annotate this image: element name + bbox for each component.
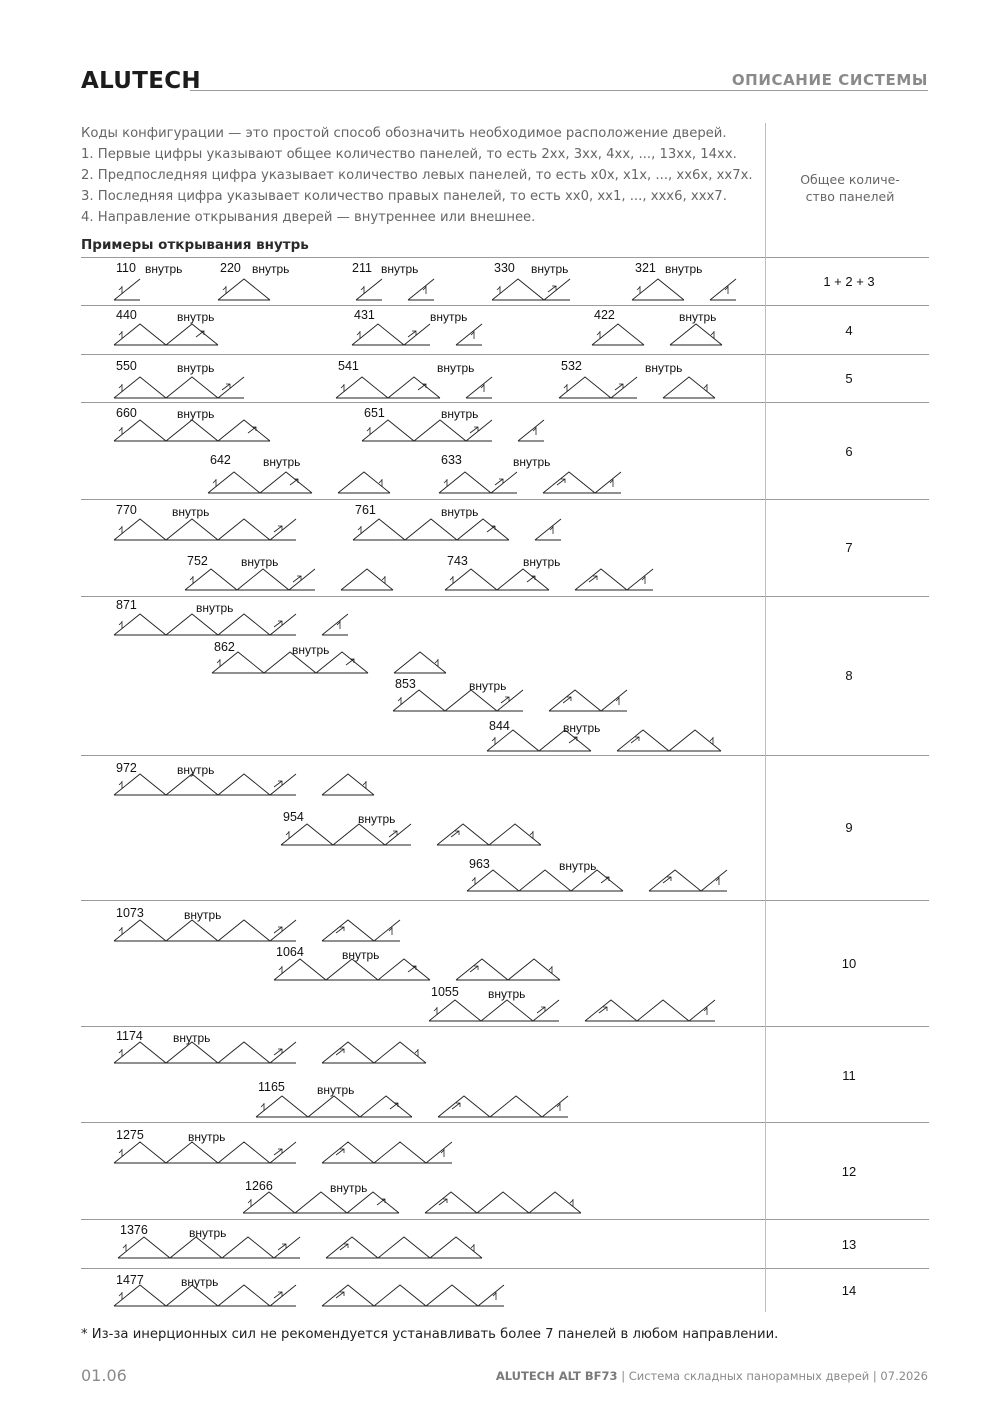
- intro-line: 2. Предпоследняя цифра указывает количество левых панелей, то есть х0х, х1х, ..., хх6х, хх7х.: [81, 168, 753, 183]
- diagram-752: [185, 569, 393, 590]
- config-code: 1266: [245, 1179, 273, 1193]
- config-code: 1376: [120, 1223, 148, 1237]
- column-header-line: Общее количе-: [800, 172, 900, 187]
- row-separator: [81, 596, 929, 597]
- diagram-660: [114, 420, 270, 441]
- config-code: 220: [220, 261, 241, 275]
- direction-label: внутрь: [381, 262, 419, 276]
- direction-label: внутрь: [188, 1130, 226, 1144]
- page-number: 01.06: [81, 1366, 127, 1385]
- config-code: 110: [116, 261, 136, 275]
- config-code: 1174: [116, 1029, 143, 1043]
- diagram-532: [559, 377, 715, 398]
- header-rule: [190, 90, 928, 91]
- panel-count: 9: [845, 820, 853, 835]
- intro-line: Коды конфигурации — это простой способ обозначить необходимое расположение дверей.: [81, 126, 727, 141]
- intro-line: 3. Последняя цифра указывает количество правых панелей, то есть хх0, хх1, ..., ххх6, ххх7.: [81, 189, 727, 204]
- diagram-954: [281, 824, 541, 845]
- direction-label: внутрь: [177, 407, 215, 421]
- section-title: ОПИСАНИЕ СИСТЕМЫ: [731, 71, 928, 89]
- direction-label: внутрь: [679, 310, 717, 324]
- diagram-642: [208, 472, 390, 493]
- diagram-1073: [114, 920, 400, 941]
- direction-label: внутрь: [469, 679, 507, 693]
- direction-label: внутрь: [358, 812, 396, 826]
- direction-label: внутрь: [488, 987, 526, 1001]
- config-code: 761: [355, 503, 376, 517]
- config-code: 963: [469, 857, 490, 871]
- config-code: 871: [116, 598, 137, 612]
- direction-label: внутрь: [441, 505, 479, 519]
- diagram-440: [114, 324, 218, 345]
- diagram-431: [352, 324, 482, 345]
- direction-label: внутрь: [342, 948, 380, 962]
- config-code: 1055: [431, 985, 459, 999]
- direction-label: внутрь: [665, 262, 703, 276]
- diagram-541: [336, 377, 492, 398]
- row-separator: [81, 1122, 929, 1123]
- diagram-1064: [274, 959, 560, 980]
- direction-label: внутрь: [437, 361, 475, 375]
- config-code: 1165: [258, 1080, 285, 1094]
- config-code: 422: [594, 308, 615, 322]
- examples-heading: Примеры открывания внутрь: [81, 237, 309, 253]
- intro-line: 4. Направление открывания дверей — внутреннее или внешнее.: [81, 210, 536, 225]
- row-separator: [81, 257, 929, 258]
- diagram-1477: [114, 1285, 504, 1306]
- panel-count: 8: [845, 668, 853, 683]
- config-code: 1064: [276, 945, 304, 959]
- column-header-line: ство панелей: [805, 189, 895, 204]
- direction-label: внутрь: [563, 721, 601, 735]
- direction-label: внутрь: [196, 601, 234, 615]
- diagram-550: [114, 377, 244, 398]
- direction-label: внутрь: [330, 1181, 368, 1195]
- diagram-321: [632, 279, 736, 300]
- footer-info: [496, 1369, 928, 1383]
- direction-label: внутрь: [177, 763, 215, 777]
- diagram-853: [393, 690, 627, 711]
- panel-count: 1 + 2 + 3: [823, 274, 875, 289]
- config-code: 954: [283, 810, 304, 824]
- diagram-1165: [256, 1096, 568, 1117]
- intro-text: [81, 123, 761, 228]
- footer-description: | Система складных панорамных дверей | 07.2026: [617, 1369, 928, 1383]
- row-separator: [81, 499, 929, 500]
- panel-count: 14: [841, 1283, 857, 1298]
- config-code: 862: [214, 640, 235, 654]
- direction-label: внутрь: [181, 1275, 219, 1289]
- panel-count: 12: [841, 1164, 857, 1179]
- direction-label: внутрь: [531, 262, 569, 276]
- diagram-633: [439, 472, 621, 493]
- footer-product: ALUTECH ALT BF73: [495, 1369, 618, 1383]
- direction-label: внутрь: [177, 361, 215, 375]
- intro-line: 1. Первые цифры указывают общее количество панелей, то есть 2хх, 3хх, 4хх, ..., 13хх, 14хх.: [81, 147, 737, 162]
- diagram-1275: [114, 1142, 452, 1163]
- diagram-844: [487, 730, 721, 751]
- direction-label: внутрь: [317, 1083, 355, 1097]
- diagram-211: [356, 279, 434, 300]
- direction-label: внутрь: [292, 643, 330, 657]
- panel-count: 4: [845, 323, 853, 338]
- diagram-743: [445, 569, 653, 590]
- config-code: 642: [210, 453, 231, 467]
- config-code: 752: [187, 554, 208, 568]
- config-code: 972: [116, 761, 137, 775]
- direction-label: внутрь: [173, 1031, 211, 1045]
- diagram-1055: [429, 1000, 715, 1021]
- direction-label: внутрь: [145, 262, 183, 276]
- config-code: 1073: [116, 906, 144, 920]
- config-code: 770: [116, 503, 137, 517]
- column-divider-bottom: [765, 123, 766, 1312]
- config-code: 660: [116, 406, 137, 420]
- diagram-330: [492, 279, 570, 300]
- config-code: 651: [364, 406, 385, 420]
- config-code: 743: [447, 554, 468, 568]
- config-code: 853: [395, 677, 416, 691]
- diagram-1266: [243, 1192, 581, 1213]
- direction-label: внутрь: [559, 859, 597, 873]
- diagram-972: [114, 774, 374, 795]
- panel-count: 5: [845, 371, 853, 386]
- row-separator: [81, 402, 929, 403]
- column-header: [790, 171, 910, 205]
- config-code: 330: [494, 261, 515, 275]
- direction-label: внутрь: [184, 908, 222, 922]
- config-code: 633: [441, 453, 462, 467]
- config-code: 844: [489, 719, 510, 733]
- row-separator: [81, 1268, 929, 1269]
- row-separator: [81, 354, 929, 355]
- config-code: 211: [352, 261, 372, 275]
- direction-label: внутрь: [177, 310, 215, 324]
- direction-label: внутрь: [252, 262, 290, 276]
- direction-label: внутрь: [513, 455, 551, 469]
- direction-label: внутрь: [441, 407, 479, 421]
- panel-count: 7: [845, 540, 853, 555]
- direction-label: внутрь: [430, 310, 468, 324]
- diagram-651: [362, 420, 544, 441]
- row-separator: [81, 1219, 929, 1220]
- diagram-761: [353, 519, 561, 540]
- panel-count: 11: [842, 1068, 856, 1083]
- direction-label: внутрь: [263, 455, 301, 469]
- diagram-770: [114, 519, 296, 540]
- diagram-871: [114, 614, 348, 635]
- direction-label: внутрь: [241, 555, 279, 569]
- row-separator: [81, 900, 929, 901]
- diagram-963: [467, 870, 727, 891]
- direction-label: внутрь: [189, 1226, 227, 1240]
- diagram-220: [218, 279, 270, 300]
- config-code: 440: [116, 308, 137, 322]
- diagram-1376: [118, 1237, 482, 1258]
- footnote: * Из-за инерционных сил не рекомендуется устанавливать более 7 панелей в любом направлении.: [81, 1327, 779, 1342]
- row-separator: [81, 305, 929, 306]
- diagram-422: [592, 324, 722, 345]
- direction-label: внутрь: [645, 361, 683, 375]
- row-separator: [81, 755, 929, 756]
- config-code: 541: [338, 359, 359, 373]
- diagram-110: [114, 279, 140, 300]
- panel-count: 13: [841, 1237, 857, 1252]
- config-code: 431: [354, 308, 375, 322]
- config-code: 1275: [116, 1128, 144, 1142]
- brand-logo: ALUTECH: [81, 68, 201, 94]
- config-code: 321: [635, 261, 656, 275]
- direction-label: внутрь: [172, 505, 210, 519]
- diagram-1174: [114, 1042, 426, 1063]
- config-code: 1477: [116, 1273, 144, 1287]
- direction-label: внутрь: [523, 555, 561, 569]
- row-separator: [81, 1026, 929, 1027]
- config-code: 532: [561, 359, 582, 373]
- panel-count: 6: [845, 444, 853, 459]
- panel-count: 10: [841, 956, 857, 971]
- config-code: 550: [116, 359, 137, 373]
